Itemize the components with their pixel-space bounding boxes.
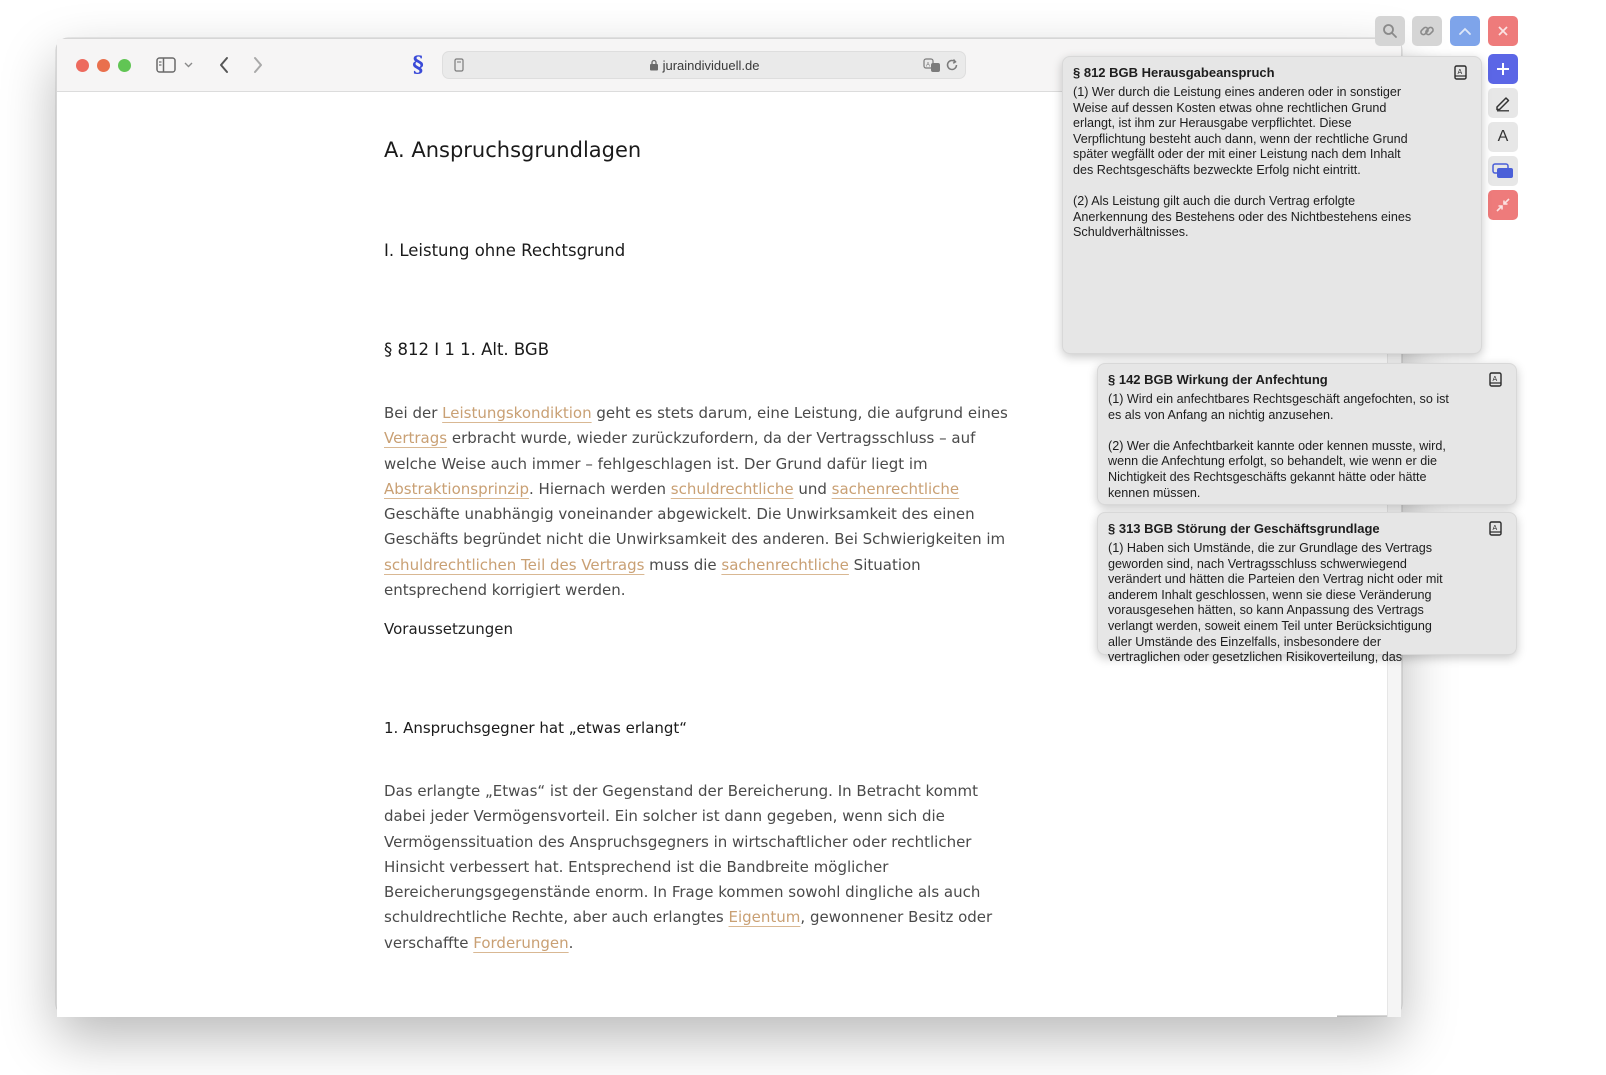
extension-paragraph-icon[interactable]: § [412,52,424,78]
popup-body: (1) Wer durch die Leistung eines anderen oder in sonstiger Weise auf dessen Kosten etwas ohne rechtlichen Grund erlangt, ist ihm zur Herausgabe verpflichtet. Diese Verpflichtung besteht auch dann, wenn der rechtliche Grund später wegfällt oder der mit einer Leistung nach dem Inhalt des Rechtsgeschäfts bezweckte Erfolg nicht eintritt. (2) Als Leistung gilt auch die durch Vertrag erfolgte Anerkennung des Bestehens oder des Nichtbestehens eines Schuldverhältnisses. [1073,85,1412,240]
law-popup-313[interactable] [1097,512,1517,665]
link-schuldrechtliche[interactable]: schuldrechtliche [670,479,794,498]
text-span: und [793,479,832,498]
heading-anspruchsgrundlagen: A. Anspruchsgrundlagen [384,138,642,162]
law-popup-812[interactable] [1062,56,1482,354]
paragraph-leistungskondiktion [384,401,1024,603]
zoom-window-button[interactable] [118,59,131,72]
windows-icon[interactable] [1488,156,1518,186]
text-span: erbracht wurde, wieder zurückzufordern, da der Vertragsschluss – auf welche Weise auch immer – fehlgeschlagen ist. Der Grund dafür liegt im [384,429,976,473]
text-span: , gewonnener Besitz oder verschaffte [384,908,993,952]
chevron-down-icon[interactable] [181,53,195,77]
heading-etwas-erlangt: 1. Anspruchsgegner hat „etwas erlangt“ [384,719,688,737]
heading-leistung-ohne-rechtsgrund: I. Leistung ohne Rechtsgrund [384,241,626,260]
link-icon[interactable] [1412,16,1442,46]
book-icon[interactable] [1489,372,1502,387]
text-span: Das erlangte „Etwas“ ist der Gegenstand der Bereicherung. In Betracht kommt dabei jeder Vermögensvorteil. Ein solcher ist dann gegeben, wenn sich die Vermögenssituation des Anspruchsgegners in wirtschaftlicher oder rechtlicher Hinsicht verbessert hat. Entsprechend ist die Bandbreite möglicher Bereicherungsgegenstände enorm. In Frage kommen sowohl dingliche als auch schuldrechtliche Rechte, aber auch erlangtes [384,782,981,927]
link-sachenrechtliche-2[interactable]: sachenrechtliche [721,555,849,574]
url-text[interactable] [443,58,965,73]
paragraph-etwas-erlangt [384,779,1024,956]
heading-paragraph-812: § 812 I 1 1. Alt. BGB [384,340,550,359]
text-span: Geschäfte unabhängig voneinander abgewickelt. Die Unwirksamkeit des einen Geschäfts begründet nicht die Unwirksamkeit des anderen. Bei Schwierigkeiten im [384,505,1006,549]
edit-icon[interactable] [1488,88,1518,118]
popup-body: (1) Haben sich Umstände, die zur Grundlage des Vertrags geworden sind, nach Vertragsschluss schwerwiegend verändert und hätten die Parteien den Vertrag nicht oder mit anderem Inhalt geschlossen, wenn sie diese Veränderung vorausgesehen hätten, so kann Anpassung des Vertrags verlangt werden, soweit einem Teil unter Berücksichtigung aller Umstände des Einzelfalls, insbesondere der vertraglichen oder gesetzlichen Risikoverteilung, das [1108,541,1443,665]
popup-title: § 142 BGB Wirkung der Anfechtung [1108,372,1328,387]
text-span: Bei der [384,404,443,422]
svg-text:A: A [1492,525,1498,532]
forward-icon[interactable] [247,53,269,77]
link-vertrags[interactable]: Vertrags [384,429,448,448]
url-label: juraindividuell.de [662,58,760,73]
translate-icon[interactable] [923,57,941,73]
address-bar[interactable] [442,51,966,79]
collapse-icon[interactable] [1488,190,1518,220]
svg-text:A: A [1492,376,1498,383]
text-span: Situation entsprechend korrigiert werden. [384,555,921,600]
link-forderungen[interactable]: Forderungen [473,933,569,952]
book-icon[interactable] [1454,65,1467,80]
svg-text:A: A [1457,69,1463,76]
svg-text:A: A [926,62,931,69]
minimize-window-button[interactable] [97,59,110,72]
popup-title: § 313 BGB Störung der Geschäftsgrundlage [1108,521,1380,536]
link-eigentum[interactable]: Eigentum [728,908,801,927]
back-icon[interactable] [213,53,235,77]
add-icon[interactable] [1488,54,1518,84]
text-span: . Hiernach werden [529,479,671,498]
chevron-up-icon[interactable] [1450,16,1480,46]
text-span: muss die [644,555,722,574]
close-icon[interactable] [1488,16,1518,46]
lock-icon [649,59,659,71]
sidebar-toggle-icon[interactable] [155,53,177,77]
popup-title: § 812 BGB Herausgabeanspruch [1073,65,1275,80]
font-size-icon[interactable]: A [1488,122,1518,152]
search-icon[interactable] [1375,16,1405,46]
link-sachenrechtliche[interactable]: sachenrechtliche [831,479,960,498]
close-window-button[interactable] [76,59,89,72]
text-span: . [568,933,574,952]
popup-body: (1) Wird ein anfechtbares Rechtsgeschäft angefochten, so ist es als von Anfang an nichtig anzusehen. (2) Wer die Anfechtbarkeit kannte oder kennen musste, wird, wenn die Anfechtung erfolgt, so behandelt, wie wenn er die Nichtigkeit des Rechtsgeschäfts gekannt hätte oder hätte kennen müssen. [1108,392,1449,500]
link-abstraktionsprinzip[interactable]: Abstraktionsprinzip [384,479,529,498]
reload-icon[interactable] [944,57,960,73]
text-span: geht es stets darum, eine Leistung, die aufgrund eines [591,404,1008,422]
law-popup-142[interactable] [1097,363,1517,505]
heading-voraussetzungen: Voraussetzungen [384,620,514,638]
link-leistungskondiktion[interactable]: Leistungskondiktion [442,404,592,422]
book-icon[interactable] [1489,521,1502,536]
link-schuldrechtlicher-teil[interactable]: schuldrechtlichen Teil des Vertrags [384,555,645,574]
